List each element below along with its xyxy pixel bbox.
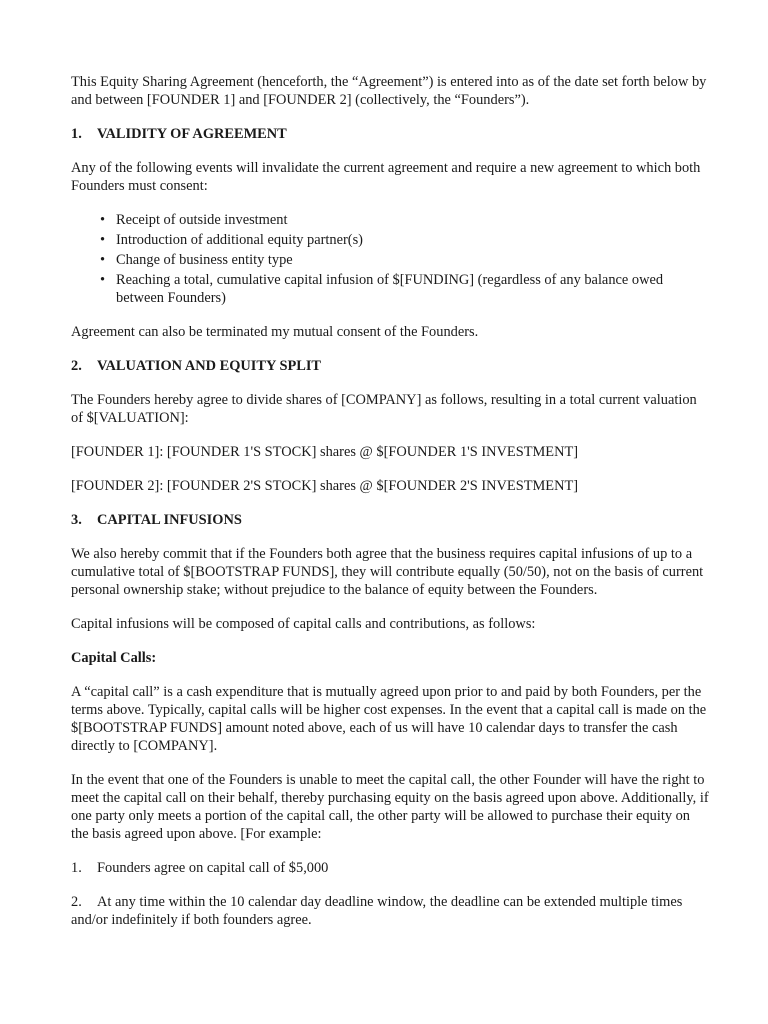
section-3-lead: We also hereby commit that if the Founders both agree that the business requires capital infusions of up to a cumulative total of $[BOOTSTRAP FUNDS], they will contribute equally (50/50), not on the basis of current personal ownership stake; without prejudice to the balance of equity between the Founders.	[71, 546, 704, 598]
section-2-number: 2.	[71, 358, 82, 374]
section-1-number: 1.	[71, 126, 82, 142]
invalidation-events-list	[71, 211, 711, 307]
section-1-title: VALIDITY OF AGREEMENT	[97, 126, 287, 142]
list-item: • Receipt of outside investment	[100, 212, 288, 228]
section-1-heading	[71, 125, 711, 143]
section-3-composition: Capital infusions will be composed of capital calls and contributions, as follows:	[71, 616, 536, 632]
capital-calls-subheading: Capital Calls:	[71, 650, 157, 666]
example-item-2: 2. At any time within the 10 calendar day deadline window, the deadline can be extended multiple times and/or indefinitely if both founders agree.	[71, 894, 683, 928]
bullet-icon: •	[100, 212, 106, 228]
section-3-heading	[71, 511, 711, 529]
section-3-number: 3.	[71, 512, 82, 528]
founder-2-share-line: [FOUNDER 2]: [FOUNDER 2'S STOCK] shares @ $[FOUNDER 2'S INVESTMENT]	[71, 478, 579, 494]
section-2-heading	[71, 357, 711, 375]
capital-call-unable-paragraph: In the event that one of the Founders is unable to meet the capital call, the other Founder will have the right to meet the capital call on their behalf, thereby purchasing equity on the basis agreed upon above. Additionally, if one party only meets a portion of the capital call, the other party will be allowed to purchase their equity on the basis agreed upon above. [For example:	[71, 772, 709, 842]
list-item: • Reaching a total, cumulative capital infusion of $[FUNDING] (regardless of any balance owed between Founders)	[100, 272, 664, 306]
section-1-lead: Any of the following events will invalidate the current agreement and require a new agreement to which both Founders must consent:	[71, 160, 701, 194]
example-item-1: 1. Founders agree on capital call of $5,000	[71, 860, 329, 876]
section-2-lead: The Founders hereby agree to divide shares of [COMPANY] as follows, resulting in a total current valuation of $[VALUATION]:	[71, 392, 697, 426]
list-item: • Change of business entity type	[100, 252, 293, 268]
intro-paragraph: This Equity Sharing Agreement (henceforth, the “Agreement”) is entered into as of the date set forth below by and between [FOUNDER 1] and [FOUNDER 2] (collectively, the “Founders”).	[71, 74, 707, 108]
section-2-title: VALUATION AND EQUITY SPLIT	[97, 358, 322, 374]
section-1-closing: Agreement can also be terminated my mutual consent of the Founders.	[71, 324, 479, 340]
founder-1-share-line: [FOUNDER 1]: [FOUNDER 1'S STOCK] shares @ $[FOUNDER 1'S INVESTMENT]	[71, 444, 579, 460]
capital-call-definition: A “capital call” is a cash expenditure that is mutually agreed upon prior to and paid by both Founders, per the terms above. Typically, capital calls will be higher cost expenses. In the event that a capital call is made on the $[BOOTSTRAP FUNDS] amount noted above, each of us will have 10 calendar days to transfer the cash directly to [COMPANY].	[71, 684, 707, 754]
section-3-title: CAPITAL INFUSIONS	[97, 512, 242, 528]
bullet-icon: •	[100, 272, 106, 288]
bullet-icon: •	[100, 232, 106, 248]
bullet-icon: •	[100, 252, 106, 268]
document-body	[71, 73, 711, 945]
list-item: • Introduction of additional equity partner(s)	[100, 232, 363, 248]
